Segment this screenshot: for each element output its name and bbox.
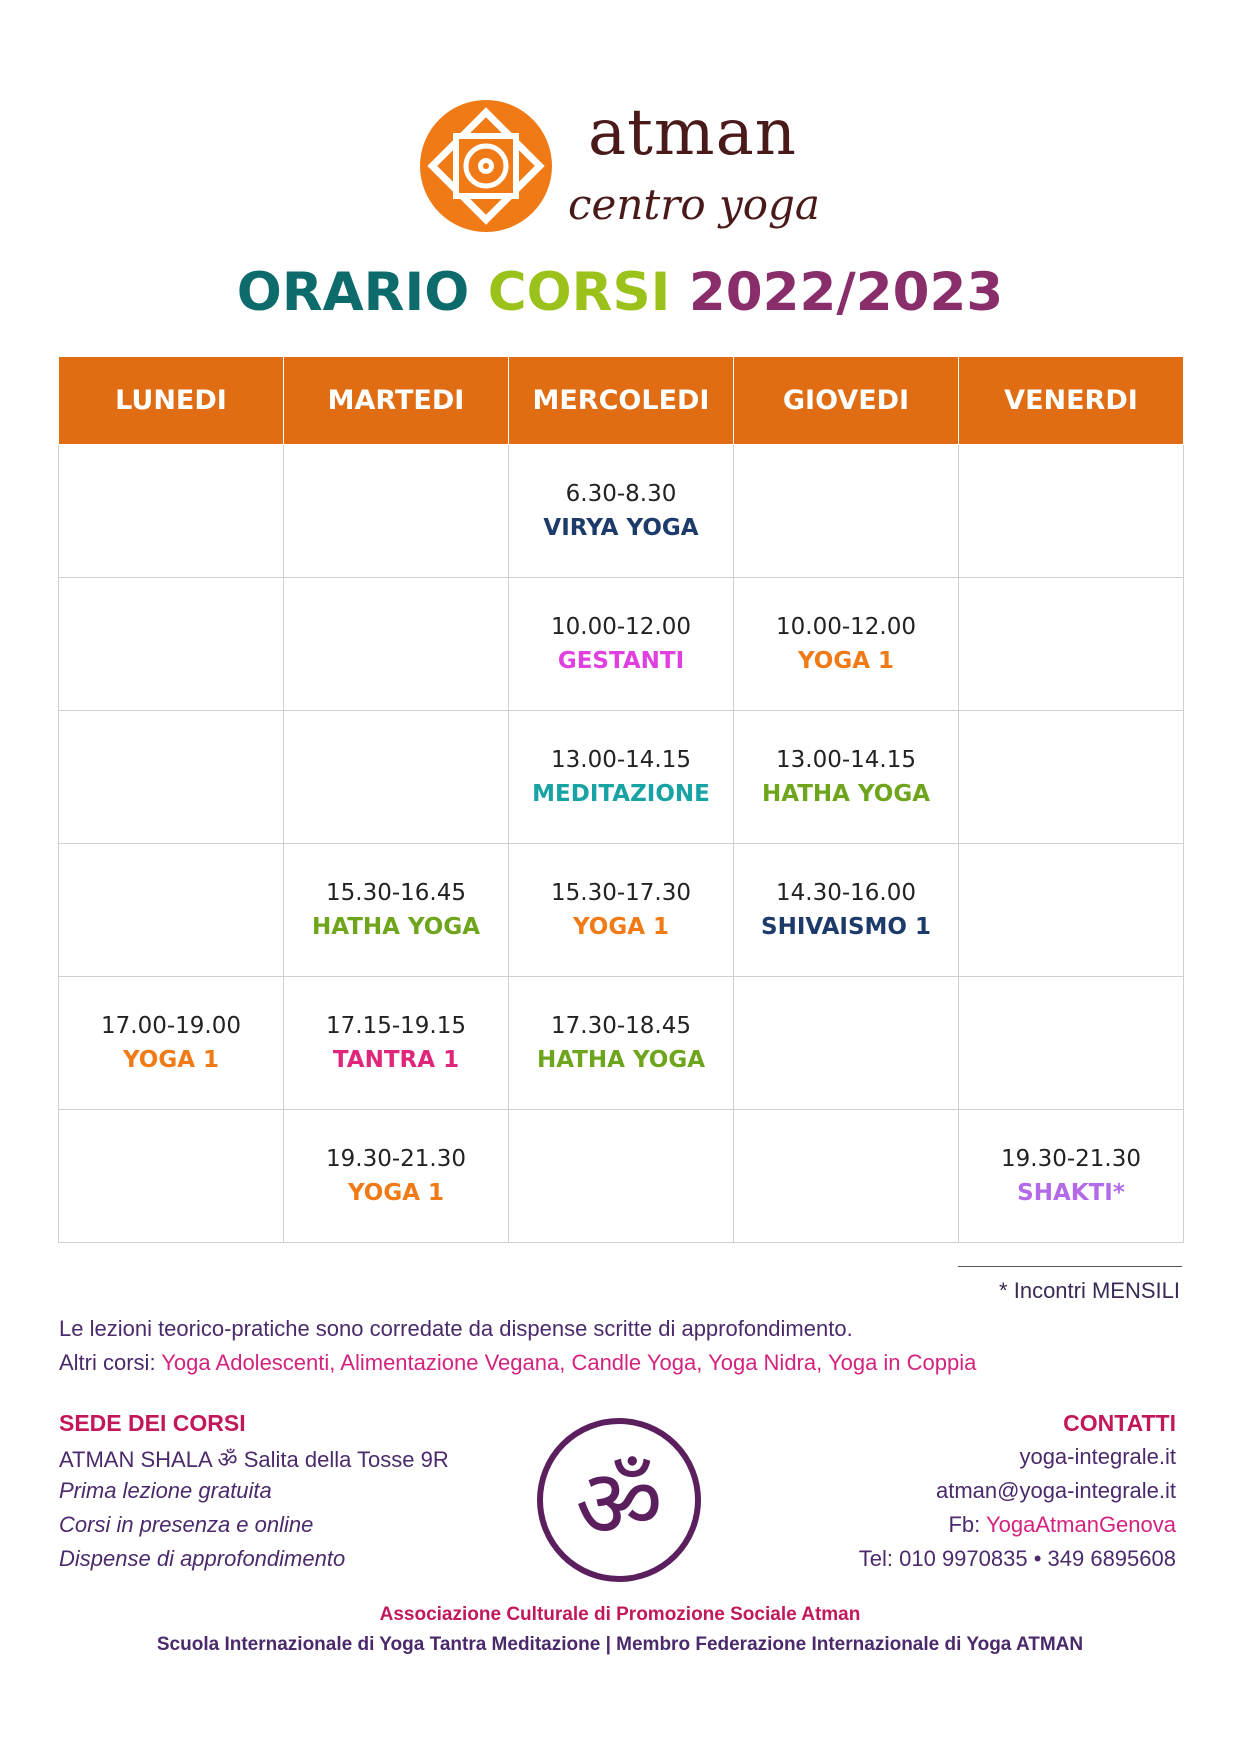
schedule-cell bbox=[959, 1110, 1184, 1243]
title-part-year: 2022/2023 bbox=[688, 262, 1004, 323]
other-courses-label: Altri corsi: bbox=[59, 1350, 156, 1375]
schedule-cell bbox=[734, 977, 959, 1110]
slot-course: HATHA YOGA bbox=[536, 1047, 706, 1073]
slot-course: YOGA 1 bbox=[122, 1047, 220, 1073]
mandala-logo-icon bbox=[418, 98, 554, 234]
schedule-cell bbox=[959, 844, 1184, 977]
table-row bbox=[59, 578, 1184, 711]
schedule-cell bbox=[59, 445, 284, 578]
schedule-cell bbox=[959, 578, 1184, 711]
schedule-cell bbox=[734, 1110, 959, 1243]
schedule-cell bbox=[59, 844, 284, 977]
slot-time: 13.00-14.15 bbox=[776, 747, 916, 773]
schedule-cell bbox=[509, 977, 734, 1110]
day-header-venerdi: VENERDI bbox=[959, 357, 1184, 445]
slot-time: 19.30-21.30 bbox=[326, 1146, 466, 1172]
slot-course: SHAKTI* bbox=[1017, 1180, 1125, 1206]
schedule-cell bbox=[59, 1110, 284, 1243]
schedule-cell bbox=[284, 977, 509, 1110]
slot-time: 6.30-8.30 bbox=[565, 481, 677, 507]
table-row bbox=[59, 977, 1184, 1110]
slot-course: MEDITAZIONE bbox=[532, 781, 710, 807]
footer-school: Scuola Internazionale di Yoga Tantra Meditazione | Membro Federazione Internazionale di Yoga ATMAN bbox=[156, 1634, 1084, 1655]
venue-online: Corsi in presenza e online bbox=[59, 1512, 314, 1537]
facebook-label: Fb: bbox=[948, 1512, 981, 1537]
slot-course: YOGA 1 bbox=[572, 914, 670, 940]
table-row bbox=[59, 711, 1184, 844]
contact-phone: Tel: 010 9970835 • 349 6895608 bbox=[858, 1546, 1176, 1571]
day-header-mercoledi: MERCOLEDI bbox=[509, 357, 734, 445]
schedule-cell bbox=[284, 445, 509, 578]
slot-course: YOGA 1 bbox=[797, 648, 895, 674]
schedule-cell bbox=[284, 1110, 509, 1243]
schedule-cell bbox=[509, 578, 734, 711]
day-header-lunedi: LUNEDI bbox=[59, 357, 284, 445]
other-courses-list: Yoga Adolescenti, Alimentazione Vegana, Candle Yoga, Yoga Nidra, Yoga in Coppia bbox=[161, 1350, 977, 1375]
schedule-cell bbox=[509, 445, 734, 578]
slot-course: GESTANTI bbox=[557, 648, 685, 674]
schedule-cell bbox=[509, 1110, 734, 1243]
day-header-martedi: MARTEDI bbox=[284, 357, 509, 445]
other-courses bbox=[59, 1350, 976, 1376]
logo bbox=[418, 90, 830, 240]
schedule-cell bbox=[284, 844, 509, 977]
table-row bbox=[59, 1110, 1184, 1243]
slot-time: 17.30-18.45 bbox=[551, 1013, 691, 1039]
slot-time: 15.30-16.45 bbox=[326, 880, 466, 906]
brand-name: atman bbox=[588, 96, 797, 170]
slot-time: 19.30-21.30 bbox=[1001, 1146, 1141, 1172]
contacts-heading: CONTATTI bbox=[1063, 1410, 1176, 1436]
slot-course: HATHA YOGA bbox=[761, 781, 931, 807]
lessons-note: Le lezioni teorico-pratiche sono corredate da dispense scritte di approfondimento. bbox=[59, 1316, 853, 1341]
slot-course: YOGA 1 bbox=[347, 1180, 445, 1206]
om-glyph: ॐ bbox=[575, 1447, 663, 1560]
schedule-cell bbox=[959, 977, 1184, 1110]
schedule-cell bbox=[959, 711, 1184, 844]
contact-website[interactable]: yoga-integrale.it bbox=[1019, 1444, 1176, 1469]
footer-association: Associazione Culturale di Promozione Sociale Atman bbox=[379, 1604, 861, 1625]
title-part-orario: ORARIO bbox=[236, 262, 470, 323]
venue-address: ATMAN SHALA ॐ Salita della Tosse 9R bbox=[59, 1447, 449, 1472]
schedule-table bbox=[58, 356, 1184, 1243]
slot-time: 15.30-17.30 bbox=[551, 880, 691, 906]
table-row bbox=[59, 445, 1184, 578]
facebook-handle[interactable]: YogaAtmanGenova bbox=[986, 1512, 1176, 1537]
slot-time: 10.00-12.00 bbox=[551, 614, 691, 640]
schedule-cell bbox=[734, 844, 959, 977]
slot-time: 17.15-19.15 bbox=[326, 1013, 466, 1039]
schedule-cell bbox=[734, 578, 959, 711]
slot-course: SHIVAISMO 1 bbox=[761, 914, 931, 940]
venue-first-lesson: Prima lezione gratuita bbox=[59, 1478, 272, 1503]
schedule-cell bbox=[59, 578, 284, 711]
om-icon bbox=[537, 1418, 701, 1582]
slot-time: 17.00-19.00 bbox=[101, 1013, 241, 1039]
title-part-corsi: CORSI bbox=[487, 262, 671, 323]
brand-subtitle: centro yoga bbox=[568, 180, 820, 229]
schedule-cell bbox=[734, 445, 959, 578]
contact-email[interactable]: atman@yoga-integrale.it bbox=[935, 1478, 1176, 1503]
venue-heading: SEDE DEI CORSI bbox=[59, 1410, 246, 1436]
slot-time: 14.30-16.00 bbox=[776, 880, 916, 906]
monthly-note: * Incontri MENSILI bbox=[999, 1278, 1180, 1303]
contact-facebook[interactable] bbox=[948, 1512, 1176, 1538]
slot-time: 10.00-12.00 bbox=[776, 614, 916, 640]
schedule-cell bbox=[284, 711, 509, 844]
slot-time: 13.00-14.15 bbox=[551, 747, 691, 773]
schedule-cell bbox=[734, 711, 959, 844]
venue-handouts: Dispense di approfondimento bbox=[59, 1546, 346, 1571]
schedule-cell bbox=[509, 844, 734, 977]
page-title bbox=[0, 262, 1240, 323]
day-header-giovedi: GIOVEDI bbox=[734, 357, 959, 445]
schedule-body bbox=[59, 445, 1184, 1243]
slot-course: VIRYA YOGA bbox=[543, 515, 699, 541]
footnote-divider bbox=[958, 1266, 1182, 1267]
schedule-cell bbox=[509, 711, 734, 844]
schedule-cell bbox=[959, 445, 1184, 578]
schedule-cell bbox=[59, 711, 284, 844]
slot-course: HATHA YOGA bbox=[311, 914, 481, 940]
schedule-header-row bbox=[59, 357, 1184, 445]
slot-course: TANTRA 1 bbox=[332, 1047, 460, 1073]
schedule-cell bbox=[284, 578, 509, 711]
schedule-cell bbox=[59, 977, 284, 1110]
table-row bbox=[59, 844, 1184, 977]
